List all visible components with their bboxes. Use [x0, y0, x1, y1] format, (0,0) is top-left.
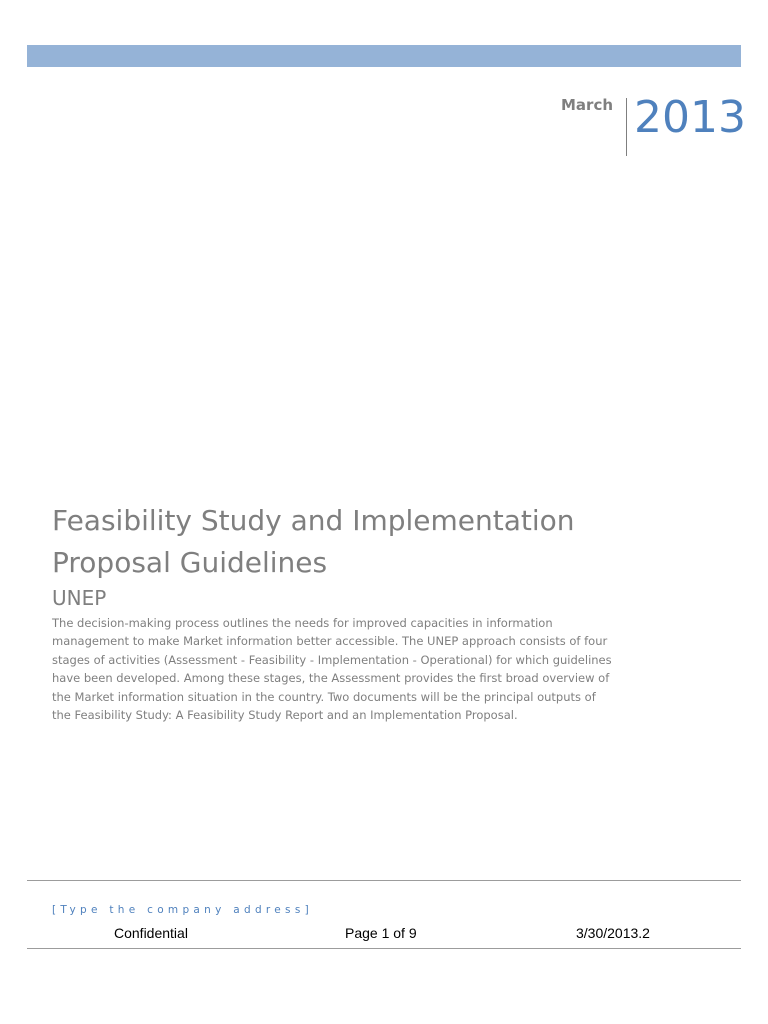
footer-page-number: Page 1 of 9 — [345, 925, 417, 941]
footer-date: 3/30/2013.2 — [576, 925, 650, 941]
footer-divider-bottom — [27, 948, 741, 949]
date-divider — [626, 98, 627, 156]
date-month: March — [561, 96, 614, 114]
header-band — [27, 45, 741, 67]
document-title: Feasibility Study and Implementation Proposal Guidelines — [52, 504, 575, 579]
document-abstract: The decision-making process outlines the needs for improved capacities in information management to make Market information better accessible. The UNEP approach consists of four stages of activities (Assessment - Feasibility - Implementation - Operational) for which guidelines have been developed. Among these stages, the Assessment provides the first broad overview of the Market information situation in the country. Two documents will be the principal outputs of the Feasibility Study: A Feasibility Study Report and an Implementation Proposal. — [52, 616, 612, 723]
footer-divider-top — [27, 880, 741, 881]
document-subtitle: UNEP — [52, 586, 107, 610]
footer-confidential-label: Confidential — [114, 925, 188, 941]
date-year: 2013 — [634, 92, 746, 143]
company-address-placeholder[interactable]: [Type the company address] — [52, 904, 313, 916]
